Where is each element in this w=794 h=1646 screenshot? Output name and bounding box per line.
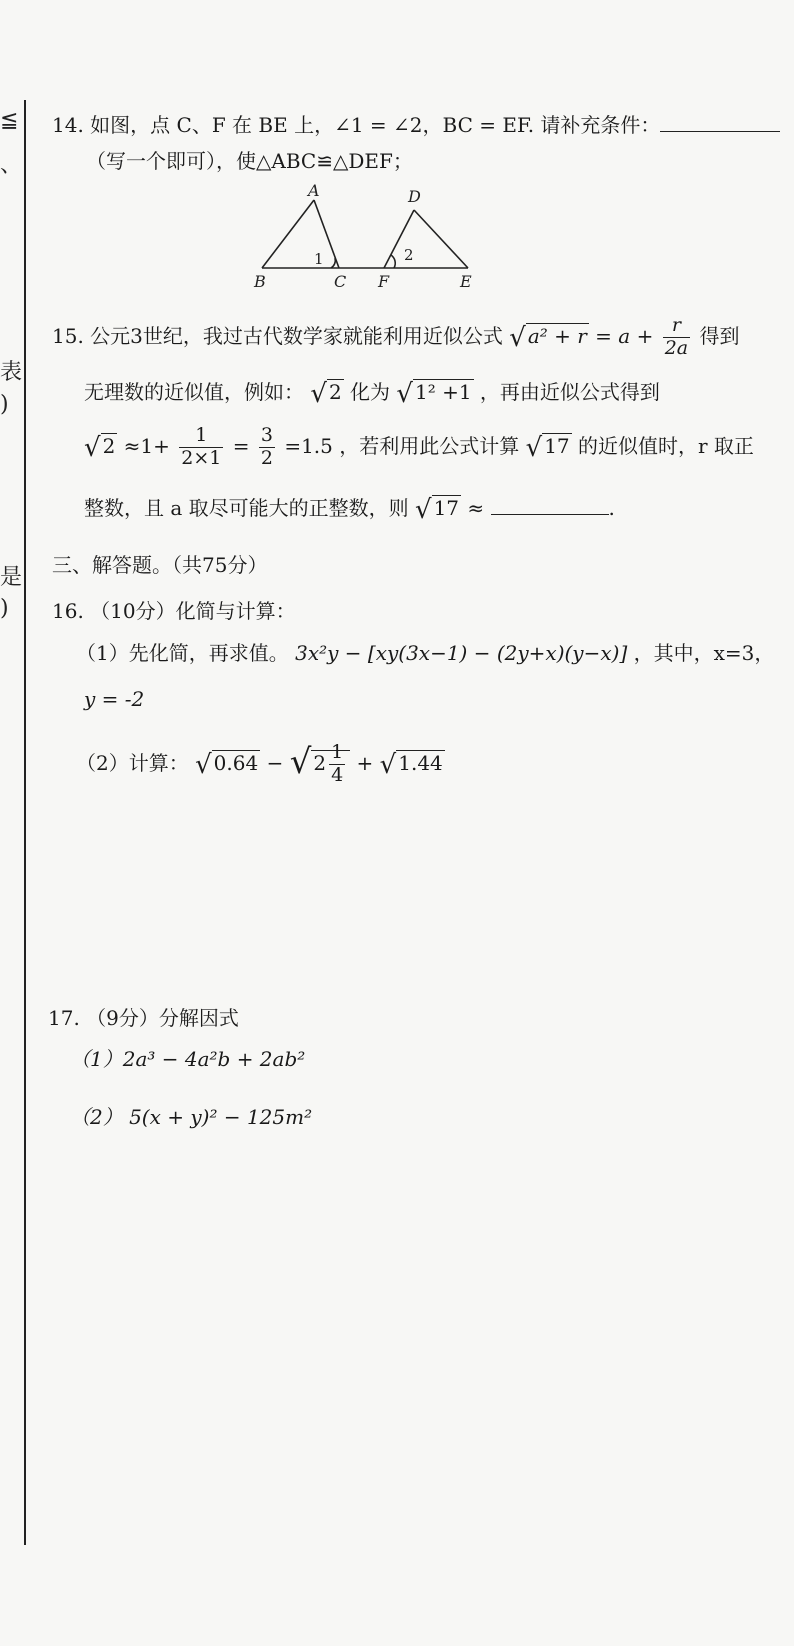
label-F: F xyxy=(378,272,390,291)
label-E: E xyxy=(460,272,472,291)
edge-char: ≦ xyxy=(0,108,19,133)
angle-1-label: 1 xyxy=(314,250,324,268)
sqrt-formula: √ a² + r xyxy=(509,322,587,353)
edge-char: ) xyxy=(0,392,9,417)
answer-blank[interactable] xyxy=(491,514,609,515)
fraction-r-2a: $\frac{r}{2a}$ xyxy=(664,314,689,359)
q17-title: 17. （9分）分解因式 xyxy=(48,1006,239,1030)
q16-title: 16. （10分）化简与计算： xyxy=(52,599,296,623)
section-title: 三、解答题。（共75分） xyxy=(52,553,268,577)
edge-char: ) xyxy=(0,596,9,621)
margin-line xyxy=(24,100,26,1545)
label-D: D xyxy=(408,187,421,206)
q17-part1: （1）2a³ − 4a²b + 2ab² xyxy=(70,1047,306,1071)
q14-line2: （写一个即可），使△ABC≌△DEF； xyxy=(86,149,413,173)
angle-2-label: 2 xyxy=(404,246,414,264)
q15-line2: 无理数的近似值，例如： √ 2 化为 √ 1² +1 ，再由近似公式得到 xyxy=(84,379,660,409)
answer-blank[interactable] xyxy=(660,131,780,132)
edge-char: 、 xyxy=(0,153,23,178)
q15-line4: 整数，且 a 取尽可能大的正整数，则 √ 17 ≈ . xyxy=(84,495,615,525)
label-A: A xyxy=(308,181,320,200)
q15-line3: √ 2 ≈1+ $\frac{1}{2\times 1}$ = $\frac{3}{2}$ =1.5 ，若利用此公式计算 √ 17 的近似值时，r 取正 xyxy=(84,424,754,469)
q16-part1-cond: y = -2 xyxy=(84,687,145,711)
edge-char: 表 xyxy=(0,360,23,385)
q15-line1: 15. 公元3世纪，我过古代数学家就能利用近似公式 √ a² + r = a + $\frac{r}{2a}$ 得到 xyxy=(52,314,740,359)
q17-part2: （2） 5(x + y)² − 125m² xyxy=(70,1105,313,1129)
q16-part2: （2）计算： √ 0.64 − √ 2 $\frac{1}{4}$ + √ 1.44 xyxy=(76,741,443,786)
triangle-figure xyxy=(250,180,490,295)
label-B: B xyxy=(254,272,266,291)
edge-char: 是 xyxy=(0,565,23,590)
label-C: C xyxy=(334,272,347,291)
q14-line1: 14. 如图，点 C、F 在 BE 上，∠1 = ∠2，BC = EF. 请补充条件： xyxy=(52,112,780,138)
q16-part1: （1）先化简，再求值。 3x²y − [xy(3x−1) − (2y+x)(y−x)] ，其中，x=3， xyxy=(76,641,775,665)
